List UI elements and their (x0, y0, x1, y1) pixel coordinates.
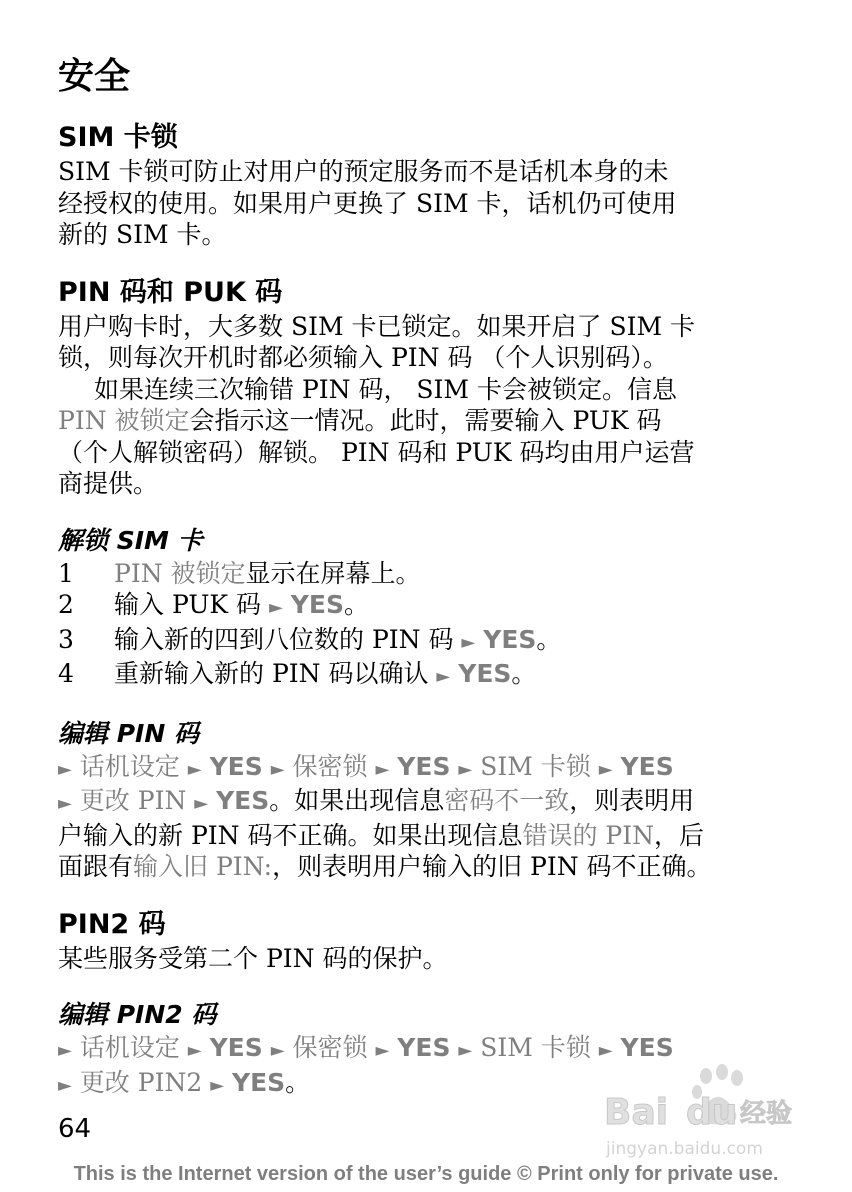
arrow-icon: ► (58, 758, 72, 780)
step-number: 4 (58, 659, 74, 688)
pin-puk-line: 如果连续三次输错 PIN 码， SIM 卡会被锁定。信息 (94, 374, 677, 404)
yes-key: YES (290, 590, 344, 619)
step-end: 。 (511, 659, 537, 688)
mismatch-message: 密码不一致 (444, 786, 570, 815)
arrow-icon: ► (187, 1040, 202, 1061)
menu-sim-lock: SIM 卡锁 (480, 751, 591, 781)
sim-lock-line: 经授权的使用。如果用户更换了 SIM 卡，话机仍可使用 (58, 188, 677, 218)
menu-security: 保密锁 (292, 1033, 368, 1062)
arrow-icon: ► (58, 793, 72, 814)
step-text: 输入新的四到八位数的 PIN 码 (114, 624, 454, 654)
arrow-icon: ► (598, 758, 613, 780)
pin-blocked-message: PIN 被锁定 (114, 558, 246, 588)
arrow-icon: ► (58, 1040, 72, 1061)
step-item (58, 589, 798, 624)
menu-change-pin: 更改 PIN (79, 786, 187, 815)
sim-lock-line: SIM 卡锁可防止对用户的预定服务而不是话机本身的未 (58, 157, 669, 186)
yes-key: YES (209, 751, 263, 781)
svg-text:经验: 经验 (740, 1099, 793, 1129)
menu-path (58, 751, 798, 786)
arrow-icon: ► (375, 758, 390, 780)
edit-pin-text: 户输入的新 PIN 码不正确。如果出现信息 (58, 820, 523, 850)
arrow-icon: ► (436, 666, 451, 687)
step-number: 1 (58, 558, 74, 588)
menu-phone-settings: 话机设定 (79, 1033, 180, 1062)
step-item (58, 658, 798, 693)
pin2-heading: PIN2 码 (58, 908, 166, 940)
arrow-icon: ► (461, 631, 476, 653)
menu-phone-settings: 话机设定 (79, 751, 180, 781)
arrow-icon: ► (458, 1040, 473, 1061)
sim-lock-heading: SIM 卡锁 (58, 122, 178, 153)
edit-pin-line (58, 851, 798, 883)
step-number: 3 (58, 624, 74, 654)
step-text: 输入 PUK 码 (114, 590, 262, 619)
yes-key: YES (397, 1033, 451, 1062)
yes-key: YES (620, 751, 674, 781)
page-title: 安全 (58, 56, 131, 97)
pin-puk-line (58, 405, 798, 437)
edit-pin-text: 面跟有 (58, 852, 134, 881)
unlock-sim-heading: 解锁 SIM 卡 (58, 525, 203, 555)
wrong-pin-message: 错误的 PIN (522, 820, 654, 850)
arrow-icon: ► (270, 1040, 285, 1061)
unlock-steps (58, 558, 798, 693)
yes-key: YES (209, 1033, 263, 1062)
menu-sim-lock: SIM 卡锁 (480, 1033, 591, 1062)
step-item (58, 624, 798, 659)
yes-key: YES (216, 786, 270, 815)
edit-pin-text: ，后 (654, 820, 705, 850)
svg-text:Bai: Bai (604, 1092, 669, 1133)
arrow-icon: ► (598, 1040, 613, 1061)
menu-change-pin2: 更改 PIN2 (79, 1067, 203, 1097)
yes-key: YES (397, 751, 451, 781)
edit-pin-text: ，则表明用户输入的旧 PIN 码不正确。 (272, 852, 712, 881)
manual-page (58, 52, 798, 1101)
pin-puk-heading: PIN 码和 PUK 码 (58, 276, 283, 308)
arrow-icon: ► (58, 1074, 72, 1096)
edit-pin-line (58, 820, 798, 852)
edit-pin-heading: 编辑 PIN 码 (58, 718, 199, 748)
page-number: 64 (58, 1114, 92, 1144)
step-end: 。 (536, 624, 562, 654)
edit-pin-body (58, 751, 798, 883)
menu-security: 保密锁 (292, 751, 368, 781)
pin-puk-line: 锁，则每次开机时都必须输入 PIN 码 （个人识别码）。 (58, 343, 668, 372)
edit-pin-text: ，则表明用 (569, 786, 695, 815)
step-item (58, 558, 798, 590)
arrow-icon: ► (210, 1074, 225, 1096)
old-pin-message: 输入旧 PIN: (133, 852, 273, 881)
yes-key: YES (620, 1033, 674, 1062)
sim-lock-line: 新的 SIM 卡。 (58, 220, 227, 249)
step-text: 重新输入新的 PIN 码以确认 (114, 659, 429, 688)
arrow-icon: ► (187, 758, 202, 780)
edit-pin-line (58, 785, 798, 820)
arrow-icon: ► (458, 758, 473, 780)
pin-puk-body (58, 311, 798, 500)
step-end: 。 (343, 590, 369, 619)
yes-key: YES (231, 1067, 286, 1097)
pin2-body: 某些服务受第二个 PIN 码的保护。 (58, 943, 448, 973)
arrow-icon: ► (375, 1040, 390, 1061)
yes-key: YES (458, 659, 512, 688)
arrow-icon: ► (268, 597, 283, 618)
pin-puk-line: （个人解锁密码）解锁。 PIN 码和 PUK 码均由用户运营 (58, 437, 695, 467)
pin-puk-text: 会指示这一情况。此时，需要输入 PUK 码 (189, 406, 662, 435)
period: 。 (285, 1067, 311, 1097)
yes-key: YES (483, 624, 537, 654)
arrow-icon: ► (270, 758, 285, 780)
edit-pin2-heading: 编辑 PIN2 码 (58, 1000, 217, 1029)
pin-blocked-message: PIN 被锁定 (58, 406, 190, 435)
step-text: 显示在屏幕上。 (245, 558, 421, 588)
step-number: 2 (58, 590, 74, 619)
arrow-icon: ► (194, 793, 209, 814)
footer-notice: This is the Internet version of the user’s guide © Print only for private use. (73, 1163, 779, 1185)
svg-text:du: du (686, 1092, 738, 1133)
pin-puk-line: 商提供。 (58, 469, 159, 498)
baidu-jingyan-watermark-logo (598, 1062, 808, 1162)
edit-pin-text: 。如果出现信息 (269, 786, 445, 815)
svg-text:jingyan.baidu.com: jingyan.baidu.com (606, 1139, 763, 1159)
sim-lock-body (58, 156, 798, 251)
pin-puk-line: 用户购卡时，大多数 SIM 卡已锁定。如果开启了 SIM 卡 (58, 311, 695, 341)
